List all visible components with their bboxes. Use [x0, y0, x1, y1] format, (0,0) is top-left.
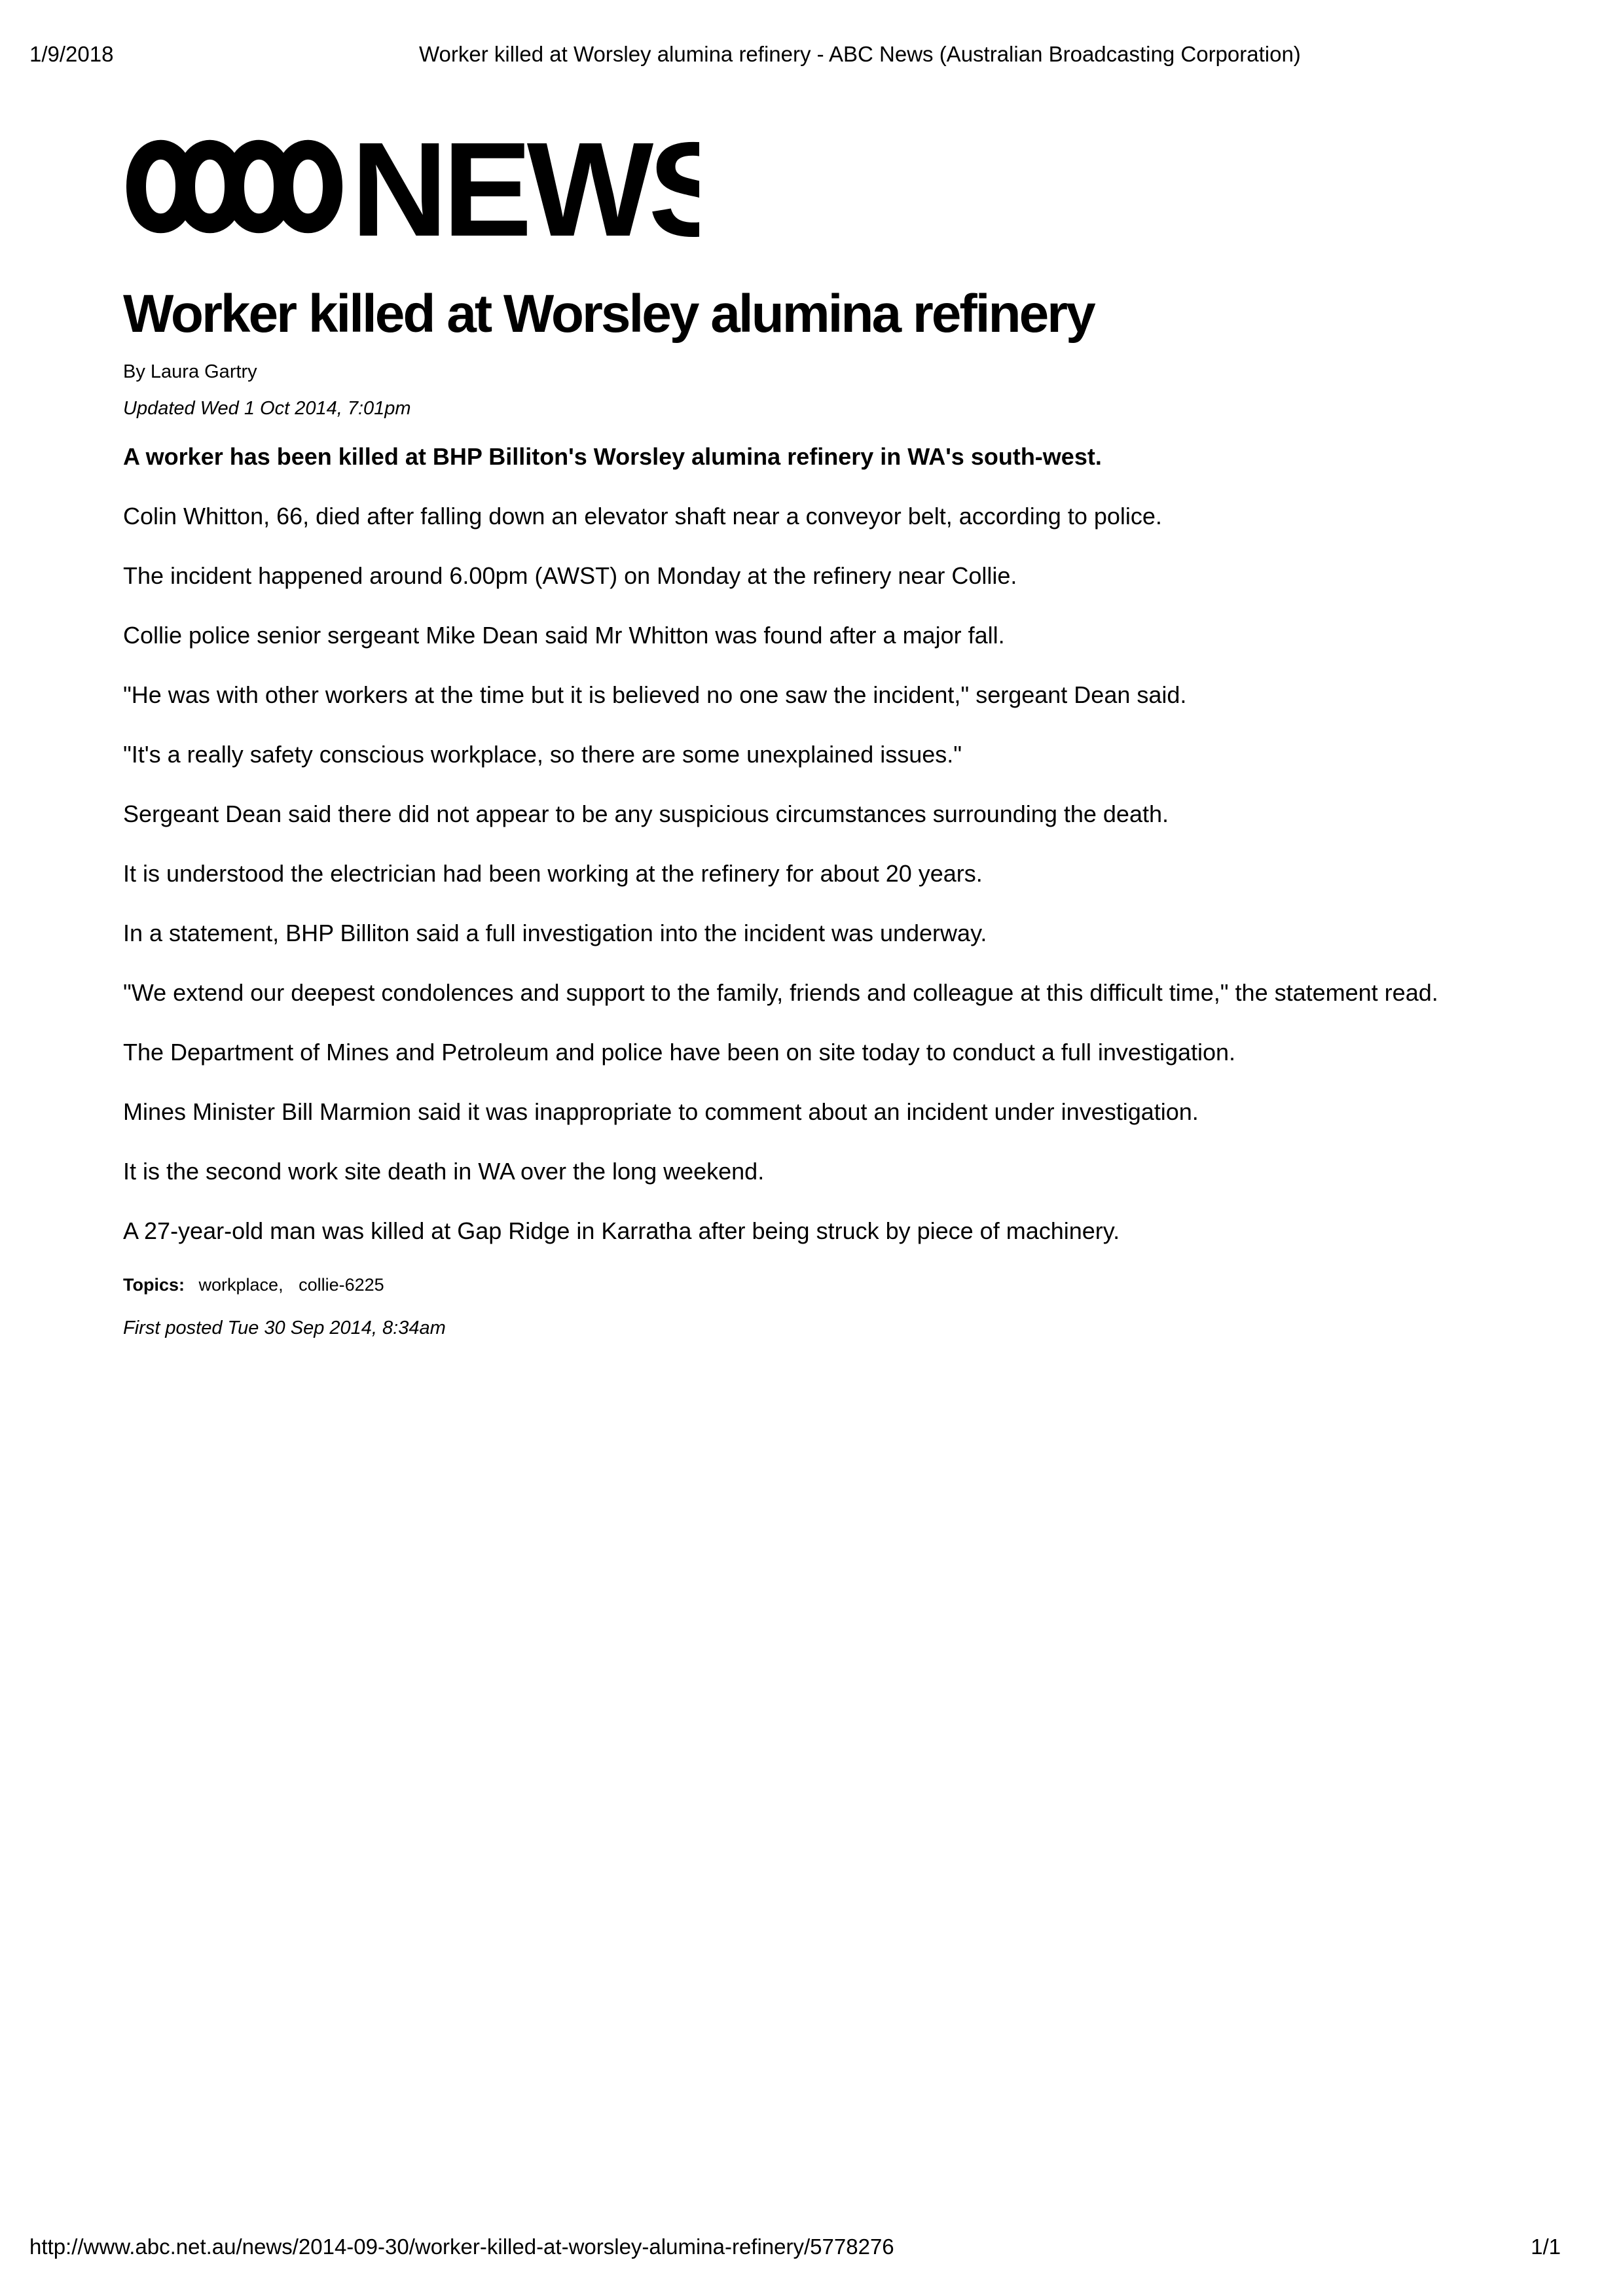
print-date: 1/9/2018	[29, 42, 114, 66]
first-posted-timestamp: First posted Tue 30 Sep 2014, 8:34am	[123, 1318, 446, 1338]
article-lead: A worker has been killed at BHP Billiton's Worsley alumina refinery in WA's south-west.	[123, 443, 1102, 470]
article-paragraph: It is the second work site death in WA over the long weekend.	[123, 1158, 765, 1185]
article-paragraph: It is understood the electrician had been working at the refinery for about 20 years.	[123, 860, 983, 887]
article-paragraph: The Department of Mines and Petroleum and police have been on site today to conduct a full investigation.	[123, 1039, 1236, 1066]
article-paragraph: The incident happened around 6.00pm (AWST) on Monday at the refinery near Collie.	[123, 562, 1017, 589]
article-paragraph: Mines Minister Bill Marmion said it was inappropriate to comment about an incident under investigation.	[123, 1098, 1199, 1125]
article-paragraph: "It's a really safety conscious workplace, so there are some unexplained issues."	[123, 741, 962, 768]
article-paragraph: Colin Whitton, 66, died after falling down an elevator shaft near a conveyor belt, according to police.	[123, 503, 1162, 529]
print-page-number: 1/1	[1531, 2234, 1561, 2259]
article-paragraph: In a statement, BHP Billiton said a full investigation into the incident was underway.	[123, 920, 987, 946]
article-paragraph: "He was with other workers at the time but it is believed no one saw the incident," sergeant Dean said.	[123, 681, 1187, 708]
article-paragraph: "We extend our deepest condolences and support to the family, friends and colleague at this difficult time," the statement read.	[123, 979, 1438, 1006]
article	[123, 281, 1504, 1342]
topics	[123, 1270, 1504, 1299]
print-footer	[0, 2231, 1623, 2263]
updated-timestamp: Updated Wed 1 Oct 2014, 7:01pm	[123, 398, 411, 419]
print-page-title: Worker killed at Worsley alumina refinery - ABC News (Australian Broadcasting Corporation)	[419, 42, 1301, 66]
topics-label: Topics:	[123, 1275, 185, 1295]
print-url: http://www.abc.net.au/news/2014-09-30/worker-killed-at-worsley-alumina-refinery/5778276	[29, 2234, 894, 2259]
article-paragraph: A 27-year-old man was killed at Gap Ridge in Karratha after being struck by piece of machinery.	[123, 1217, 1120, 1244]
topic-link-collie[interactable]: collie-6225	[299, 1275, 384, 1295]
article-headline: Worker killed at Worsley alumina refinery	[123, 284, 1094, 344]
article-paragraph: Sergeant Dean said there did not appear to be any suspicious circumstances surrounding the death.	[123, 800, 1169, 827]
logo-news-text: NEWS	[351, 124, 699, 245]
topic-link-workplace[interactable]: workplace,	[198, 1275, 283, 1295]
byline[interactable]: By Laura Gartry	[123, 361, 257, 382]
abc-news-logo[interactable]	[123, 124, 699, 245]
print-header	[0, 38, 1623, 71]
article-paragraph: Collie police senior sergeant Mike Dean said Mr Whitton was found after a major fall.	[123, 622, 1005, 649]
abc-lissajous-logo-icon	[123, 124, 699, 245]
